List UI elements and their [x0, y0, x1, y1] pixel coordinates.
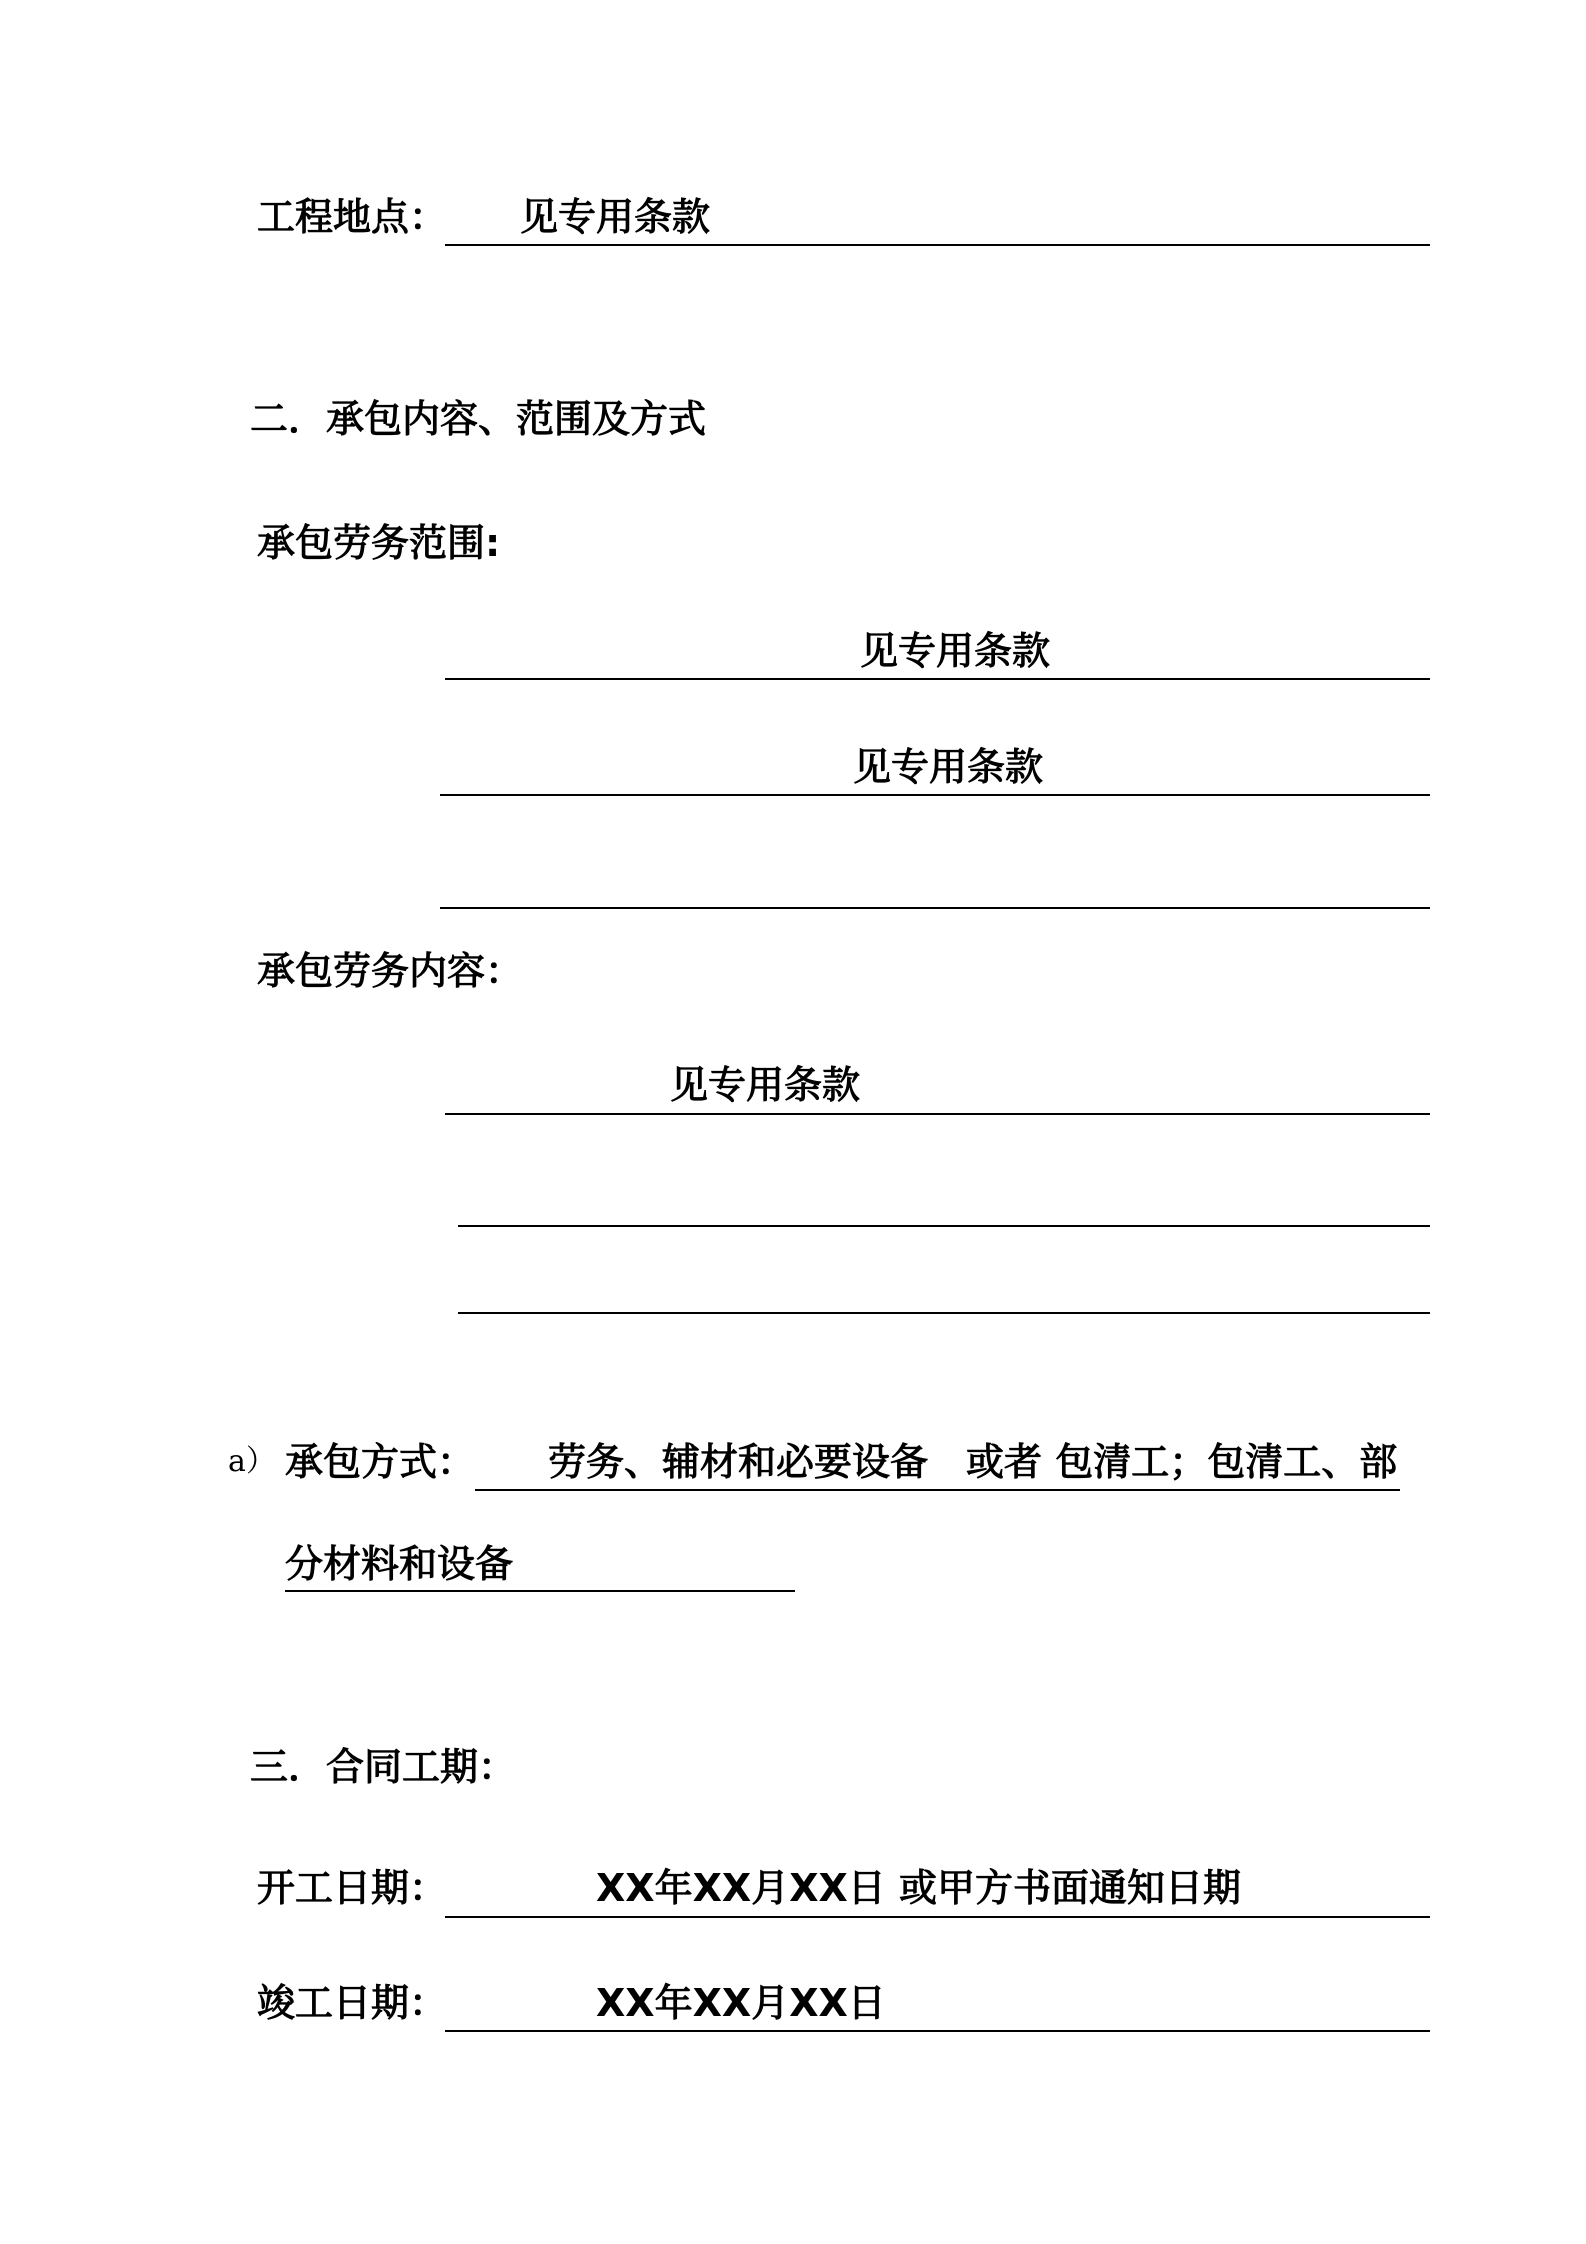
content-line-1-value: 见专用条款: [670, 1063, 861, 1107]
method-line-2-underline: [285, 1590, 795, 1592]
end-date-value: XX年XX月XX日: [596, 1981, 886, 2025]
scope-label: 承包劳务范围:: [257, 521, 501, 565]
content-label: 承包劳务内容：: [257, 949, 524, 993]
end-date-underline: [445, 2030, 1430, 2032]
method-value-line-2: 分材料和设备: [285, 1542, 514, 1586]
end-date-label: 竣工日期：: [257, 1981, 448, 2025]
section-three-heading: 三．合同工期：: [250, 1745, 517, 1789]
start-date-underline: [445, 1916, 1430, 1918]
method-label: 承包方式：: [285, 1440, 476, 1484]
section-two-heading: 二．承包内容、范围及方式: [250, 397, 707, 441]
project-location-underline: [445, 244, 1430, 246]
method-line-1-underline: [475, 1489, 1400, 1491]
scope-line-1-underline: [445, 678, 1430, 680]
content-line-2-underline: [458, 1225, 1430, 1227]
project-location-value: 见专用条款: [520, 195, 711, 239]
content-line-3-underline: [458, 1312, 1430, 1314]
content-line-1-underline: [445, 1113, 1430, 1115]
start-date-label: 开工日期：: [257, 1866, 448, 1910]
project-location-label: 工程地点：: [257, 195, 448, 239]
start-date-value: XX年XX月XX日 或甲方书面通知日期: [596, 1866, 1242, 1910]
scope-line-2-value: 见专用条款: [853, 745, 1044, 789]
method-value-line-1: 劳务、辅材和必要设备 或者 包清工；包清工、部: [548, 1440, 1398, 1484]
scope-line-3-underline: [440, 907, 1430, 909]
scope-line-1-value: 见专用条款: [860, 629, 1051, 673]
method-marker: a）: [228, 1444, 276, 1479]
scope-line-2-underline: [440, 794, 1430, 796]
